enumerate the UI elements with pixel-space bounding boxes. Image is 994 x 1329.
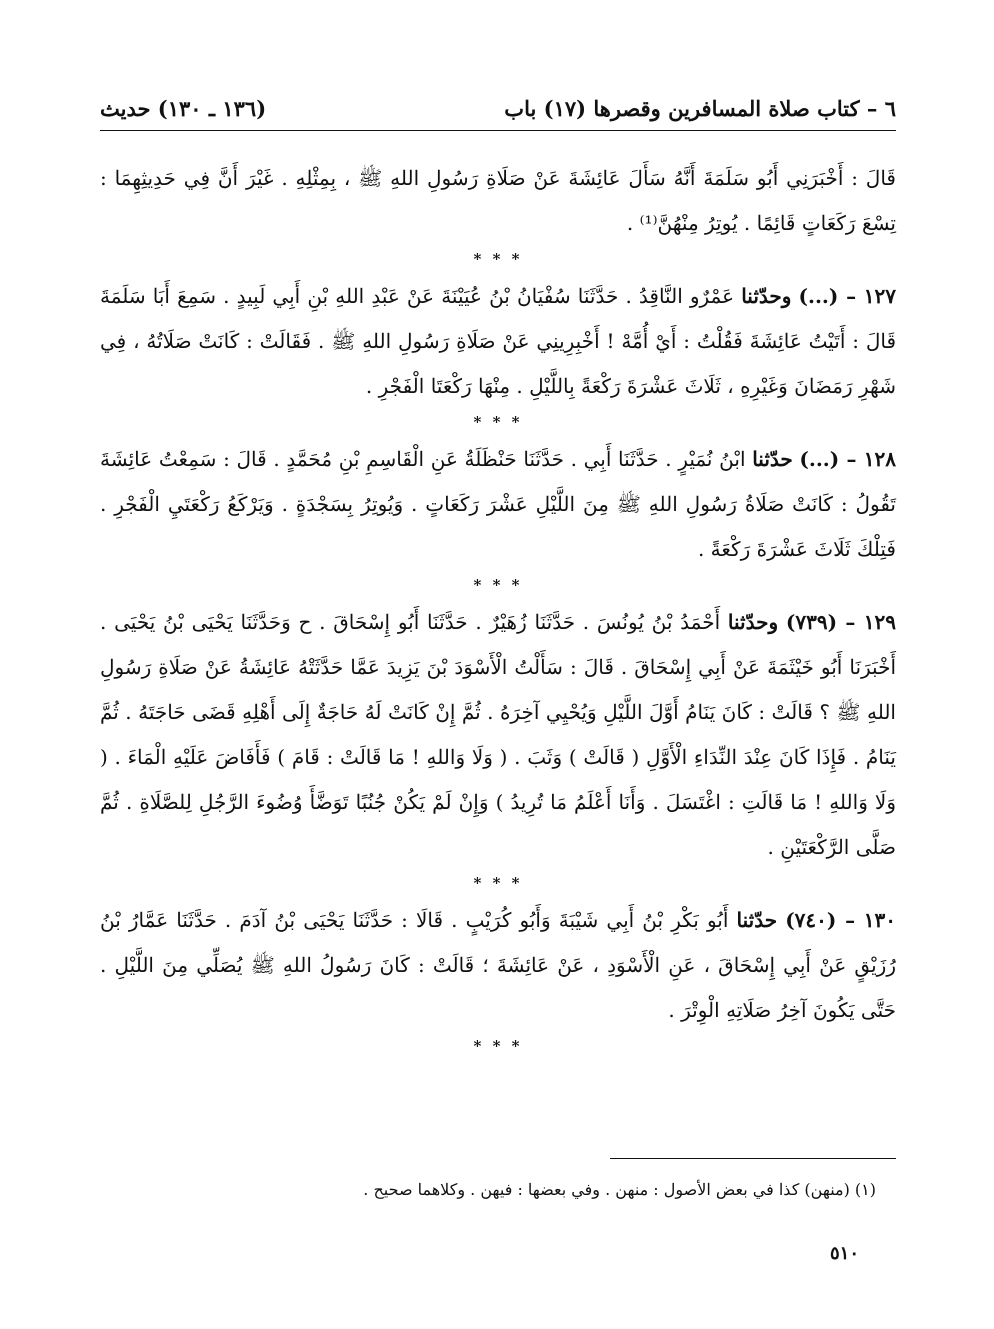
header-chapter-title: ٦ – كتاب صلاة المسافرين وقصرها (١٧) باب <box>504 96 896 121</box>
paragraph-text: قَالَ : أَخْبَرَنِي أَبُو سَلَمَةَ أَنَّهُ سَأَلَ عَائِشَةَ عَنْ صَلَاةِ رَسُولِ اللهِ ﷺ ، بِمِثْلِهِ . غَيْرَ أَنَّ فِي حَدِيثِهِمَا : تِسْعَ رَكَعَاتٍ قَائِمًا . يُوتِرُ مِنْهُنَّ⁽¹⁾ . <box>100 166 896 235</box>
narration-verb: حدّثنا <box>752 447 793 471</box>
separator-stars: * * * <box>473 413 523 431</box>
hadith-130 <box>100 898 896 1033</box>
narration-verb: وحدّثنا <box>741 284 792 308</box>
footnote: (١) (منهن) كذا في بعض الأصول : منهن . وفي بعضها : فيهن . وكلاهما صحيح . <box>363 1180 876 1199</box>
footnote-rule <box>610 1158 896 1159</box>
separator-stars: * * * <box>473 250 523 268</box>
hadith-129 <box>100 600 896 870</box>
hadith-127 <box>100 274 896 409</box>
hadith-number: ١٢٨ – (...) <box>799 447 897 471</box>
narration-verb: حدّثنا <box>736 908 778 932</box>
hadith-number: ١٢٧ – (...) <box>798 284 897 308</box>
hadith-128 <box>100 437 896 572</box>
header-hadith-range: (١٣٦ ـ ١٣٠) حديث <box>100 96 267 121</box>
hadith-number: ١٢٩ – (٧٣٩) <box>785 610 897 634</box>
header-rule <box>100 130 896 131</box>
hadith-text: عَمْرٌو النَّاقِدُ . حَدَّثَنَا سُفْيَانُ بْنُ عُيَيْنَةَ عَنْ عَبْدِ اللهِ بْنِ أَبِي لَبِيدٍ . سَمِعَ أَبَا سَلَمَةَ قَالَ : أَتَيْتُ عَائِشَةَ فَقُلْتُ : أَيْ أُمَّهْ ! أَخْبِرِينِي عَنْ صَلَاةِ رَسُولِ اللهِ ﷺ . فَقَالَتْ : كَانَتْ صَلَاتُهُ ، فِي شَهْرِ رَمَضَانَ وَغَيْرِهِ ، ثَلَاثَ عَشْرَةَ رَكْعَةً بِاللَّيْلِ . مِنْهَا رَكْعَتَا الْفَجْرِ . <box>100 284 896 398</box>
running-header <box>100 96 896 130</box>
paragraph-continuation <box>100 156 896 246</box>
narration-verb: وحدّثنا <box>727 610 779 634</box>
hadith-text: أَبُو بَكْرِ بْنُ أَبِي شَيْبَةَ وَأَبُو كُرَيْبٍ . قَالَا : حَدَّثَنَا يَحْيَى بْنُ آدَمَ . حَدَّثَنَا عَمَّارُ بْنُ رُزَيْقٍ عَنْ أَبِي إِسْحَاقَ ، عَنِ الْأَسْوَدِ ، عَنْ عَائِشَةَ ؛ قَالَتْ : كَانَ رَسُولُ اللهِ ﷺ يُصَلِّي مِنَ اللَّيْلِ . حَتَّى يَكُونَ آخِرُ صَلَاتِهِ الْوِتْرَ . <box>100 908 896 1022</box>
separator-stars: * * * <box>473 576 523 594</box>
hadith-text: ابْنُ نُمَيْرٍ . حَدَّثَنَا أَبِي . حَدَّثَنَا حَنْظَلَةُ عَنِ الْقَاسِمِ بْنِ مُحَمَّدٍ . قَالَ : سَمِعْتُ عَائِشَةَ تَقُولُ : كَانَتْ صَلَاةُ رَسُولِ اللهِ ﷺ مِنَ اللَّيْلِ عَشْرَ رَكَعَاتٍ . وَيُوتِرُ بِسَجْدَةٍ . وَيَرْكَعُ رَكْعَتَيِ الْفَجْرِ . فَتِلْكَ ثَلَاثَ عَشْرَةَ رَكْعَةً . <box>100 447 897 561</box>
hadith-number: ١٣٠ – (٧٤٠) <box>785 908 897 932</box>
page-number: ٥١٠ <box>829 1243 859 1264</box>
separator-stars: * * * <box>473 874 523 892</box>
hadith-text: أَحْمَدُ بْنُ يُونُسَ . حَدَّثَنَا زُهَيْرٌ . حَدَّثَنَا أَبُو إِسْحَاقَ . ح وَحَدَّثَنَا يَحْيَى بْنُ يَحْيَى . أَخْبَرَنَا أَبُو خَيْثَمَةَ عَنْ أَبِي إِسْحَاقَ . قَالَ : سَأَلْتُ الْأَسْوَدَ بْنَ يَزِيدَ عَمَّا حَدَّثَتْهُ عَائِشَةُ عَنْ صَلَاةِ رَسُولِ اللهِ ﷺ ؟ قَالَتْ : كَانَ يَنَامُ أَوَّلَ اللَّيْلِ وَيُحْيِي آخِرَهُ . ثُمَّ إِنْ كَانَتْ لَهُ حَاجَةٌ إِلَى أَهْلِهِ قَضَى حَاجَتَهُ . ثُمَّ يَنَامُ . فَإِذَا كَانَ عِنْدَ النِّدَاءِ الْأَوَّلِ ( قَالَتْ ) وَثَبَ . ( وَلَا وَاللهِ ! مَا قَالَتْ : قَامَ ) فَأَفَاضَ عَلَيْهِ الْمَاءَ . ( وَلَا وَاللهِ ! مَا قَالَتِ : اغْتَسَلَ . وَأَنَا أَعْلَمُ مَا تُرِيدُ ) وَإِنْ لَمْ يَكُنْ جُنُبًا تَوَضَّأَ وُضُوءَ الرَّجُلِ لِلصَّلَاةِ . ثُمَّ صَلَّى الرَّكْعَتَيْنِ . <box>100 610 896 859</box>
main-text <box>100 156 896 1061</box>
separator-stars: * * * <box>473 1037 523 1055</box>
